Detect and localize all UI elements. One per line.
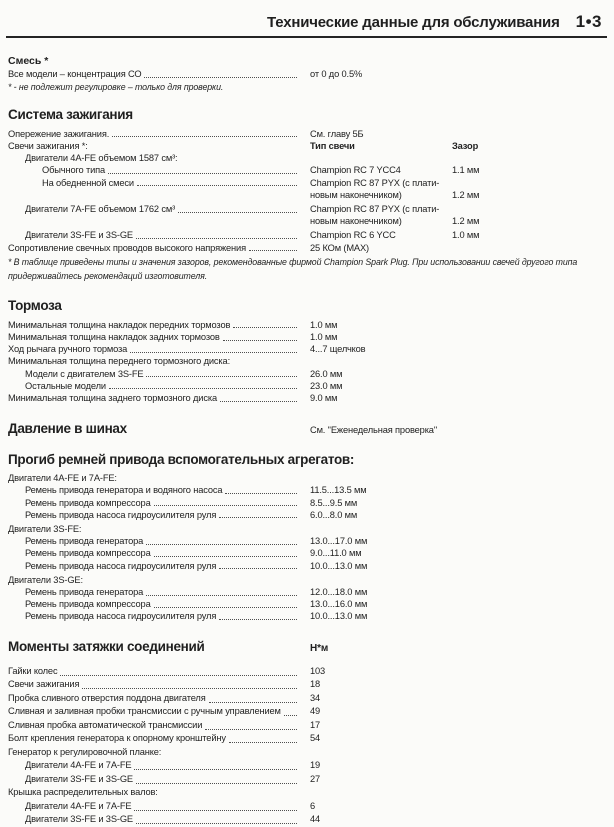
dot-leader <box>219 517 297 518</box>
spec-value: 18 <box>310 679 321 690</box>
spec-row <box>8 484 606 496</box>
spec-row <box>8 773 606 787</box>
group-label: Крышка распределительных валов: <box>8 787 158 798</box>
spec-value: 6 <box>310 800 316 811</box>
spec-value: 12.0...18.0 мм <box>310 586 368 597</box>
spec-label: Болт крепления генератора к опорному кронштейну <box>8 733 226 744</box>
dot-leader <box>60 675 297 676</box>
dot-leader <box>136 823 297 824</box>
spec-label: Свечи зажигания <box>8 679 80 690</box>
column-header-gap: Зазор <box>452 140 479 151</box>
spec-value: 10.0...13.0 мм <box>310 560 368 571</box>
spec-value: 11.5...13.5 мм <box>310 485 367 496</box>
footnote: * - не подлежит регулировке – только для проверки. <box>8 82 224 93</box>
dot-leader <box>219 619 297 620</box>
spec-row <box>8 203 606 227</box>
spec-label: Минимальная толщина заднего тормозного диска <box>8 392 217 403</box>
spec-value: 26.0 мм <box>310 368 343 379</box>
section-title: Прогиб ремней привода вспомогательных агрегатов: <box>8 452 355 468</box>
dot-leader <box>154 505 297 506</box>
section-tires <box>8 421 606 437</box>
dot-leader <box>82 688 297 689</box>
section-title: Давление в шинах <box>8 421 127 437</box>
spec-row <box>8 140 606 152</box>
spec-row <box>8 421 606 437</box>
spec-label: Все модели – концентрация СО <box>8 69 142 79</box>
spec-value: 9.0 мм <box>310 392 338 403</box>
plug-type: Champion RC 87 PYX (с плати- новым наконечником) <box>310 203 440 227</box>
plug-type: Champion RC 87 PYX (с плати- новым наконечником) <box>310 177 440 200</box>
spec-label: Минимальная толщина накладок передних тормозов <box>8 319 231 330</box>
spec-label: Модели с двигателем 3S-FE <box>25 368 144 379</box>
spec-value: 17 <box>310 719 321 730</box>
dot-leader <box>144 77 297 78</box>
spec-label: Двигатели 7A-FE объемом 1762 см³ <box>25 203 176 214</box>
section-title: Смесь * <box>8 55 49 67</box>
spec-value: 6.0...8.0 мм <box>310 509 358 520</box>
spec-value: 27 <box>310 773 321 784</box>
dot-leader <box>136 238 297 239</box>
spec-label: Двигатели 4A-FE и 7A-FE <box>25 800 132 811</box>
dot-leader <box>178 212 297 213</box>
header-rule <box>6 36 607 38</box>
spec-label: Минимальная толщина переднего тормозного диска: <box>8 356 231 367</box>
spec-row <box>8 535 606 547</box>
footnote: придерживайтесь рекомендаций изготовителя. <box>8 271 208 282</box>
spec-row <box>8 560 606 572</box>
spec-row <box>8 598 606 610</box>
spec-label: Ремень привода насоса гидроусилителя руля <box>25 560 217 571</box>
plug-gap: 1.2 мм <box>452 189 480 200</box>
section-brakes <box>8 298 606 404</box>
section-title: Система зажигания <box>8 106 133 122</box>
spec-row <box>8 610 606 622</box>
spec-row <box>8 355 606 367</box>
spec-value: 25 КОм (MAX) <box>310 242 369 253</box>
dot-leader <box>205 729 297 730</box>
section-torque <box>8 639 606 827</box>
page-header <box>0 0 614 32</box>
spec-label: Сопротивление свечных проводов высокого напряжения <box>8 242 246 253</box>
spec-label: Ход рычага ручного тормоза <box>8 344 128 355</box>
spec-row <box>8 732 606 746</box>
dot-leader <box>109 388 297 389</box>
engine-group-label: Двигатели 3S-FE: <box>8 523 82 534</box>
spec-label: На обедненной смеси <box>42 177 134 188</box>
spec-row <box>8 759 606 773</box>
spec-value: 1.0 мм <box>310 331 338 342</box>
spec-label: Сливная пробка автоматической трансмиссии <box>8 719 203 730</box>
spec-label: Двигатели 3S-FE и 3S-GE <box>25 230 133 241</box>
group-label: Генератор к регулировочной планке: <box>8 746 162 757</box>
spec-label: Гайки колес <box>8 665 58 676</box>
spec-label: Двигатели 4A-FE и 7A-FE <box>25 760 132 771</box>
spec-label: Ремень привода генератора <box>25 586 144 597</box>
spec-row <box>8 497 606 509</box>
spec-row <box>8 164 606 176</box>
engine-group-label: Двигатели 4A-FE и 7A-FE: <box>8 473 117 484</box>
section-belts <box>8 452 606 622</box>
spec-label: Двигатели 3S-FE и 3S-GE <box>25 773 133 784</box>
spec-row <box>8 547 606 559</box>
spec-label: Сливная и заливная пробки трансмиссии с ручным управлением <box>8 706 281 717</box>
spec-label: Двигатели 4A-FE объемом 1587 см³: <box>25 153 178 164</box>
spec-row <box>8 800 606 814</box>
spec-label: Минимальная толщина накладок задних тормозов <box>8 331 220 342</box>
plug-gap: 1.2 мм <box>452 216 480 227</box>
spec-row <box>8 128 606 140</box>
spec-row <box>8 639 606 655</box>
spec-label: Ремень привода насоса гидроусилителя руля <box>25 611 217 622</box>
section-mixture <box>8 55 606 94</box>
spec-row <box>8 68 606 80</box>
spec-value: 4...7 щелчков <box>310 344 366 355</box>
spec-row <box>8 380 606 392</box>
section-title: Тормоза <box>8 297 62 313</box>
spec-row <box>8 177 606 201</box>
section-ignition <box>8 107 606 283</box>
page-body <box>0 55 614 827</box>
dot-leader <box>229 742 297 743</box>
spec-value: 9.0...11.0 мм <box>310 548 362 559</box>
dot-leader <box>154 556 297 557</box>
dot-leader <box>219 568 297 569</box>
dot-leader <box>146 544 297 545</box>
dot-leader <box>284 715 297 716</box>
spec-row <box>8 692 606 706</box>
dot-leader <box>146 376 297 377</box>
spec-value: 23.0 мм <box>310 380 343 391</box>
spec-label: Свечи зажигания *: <box>8 140 88 151</box>
plug-type: Champion RC 6 YCC <box>310 230 396 241</box>
spec-row <box>8 343 606 355</box>
spec-row <box>8 705 606 719</box>
dot-leader <box>225 493 297 494</box>
spec-value: 103 <box>310 665 326 676</box>
spec-value: 8.5...9.5 мм <box>310 497 358 508</box>
spec-value: 49 <box>310 706 321 717</box>
spec-label: Обычного типа <box>42 165 106 176</box>
plug-gap: 1.1 мм <box>452 165 480 176</box>
spec-value: 1.0 мм <box>310 319 338 330</box>
dot-leader <box>233 327 297 328</box>
spec-label: Ремень привода компрессора <box>25 548 151 559</box>
spec-value: 54 <box>310 733 321 744</box>
spec-label: Ремень привода насоса гидроусилителя руля <box>25 509 217 520</box>
spec-row <box>8 152 606 164</box>
dot-leader <box>146 595 297 596</box>
spec-label: Остальные модели <box>25 380 106 391</box>
spec-row <box>8 586 606 598</box>
spec-value: 44 <box>310 814 321 825</box>
spec-row <box>8 392 606 404</box>
spec-label: Двигатели 3S-FE и 3S-GE <box>25 814 133 825</box>
dot-leader <box>223 340 297 341</box>
spec-row <box>8 331 606 343</box>
page-title: Технические данные для обслуживания <box>267 14 560 31</box>
spec-row <box>8 509 606 521</box>
spec-row <box>8 665 606 679</box>
spec-value: от 0 до 0.5% <box>310 69 363 79</box>
dot-leader <box>220 401 297 402</box>
spec-row <box>8 813 606 827</box>
plug-type: Champion RC 7 YCC4 <box>310 165 401 176</box>
spec-value: 10.0...13.0 мм <box>310 611 368 622</box>
dot-leader <box>209 702 297 703</box>
torque-unit: Н*м <box>310 642 329 654</box>
dot-leader <box>108 173 297 174</box>
dot-leader <box>134 769 297 770</box>
spec-label: Ремень привода генератора <box>25 536 144 547</box>
dot-leader <box>136 783 297 784</box>
spec-value: 13.0...16.0 мм <box>310 599 368 610</box>
spec-label: Пробка сливного отверстия поддона двигателя <box>8 692 206 703</box>
engine-group-label: Двигатели 3S-GE: <box>8 574 83 585</box>
spec-value: 34 <box>310 692 321 703</box>
spec-label: Ремень привода компрессора <box>25 599 151 610</box>
column-header-type: Тип свечи <box>310 140 355 151</box>
spec-value: См. "Еженедельная проверка" <box>310 425 437 436</box>
spec-row <box>8 719 606 733</box>
spec-value: 19 <box>310 760 321 771</box>
dot-leader <box>130 352 297 353</box>
spec-label: Ремень привода генератора и водяного насоса <box>25 485 223 496</box>
spec-row <box>8 319 606 331</box>
spec-row <box>8 229 606 241</box>
plug-gap: 1.0 мм <box>452 230 480 241</box>
dot-leader <box>137 185 297 186</box>
dot-leader <box>112 136 297 137</box>
dot-leader <box>249 250 297 251</box>
spec-label: Ремень привода компрессора <box>25 497 151 508</box>
page-number: 1•3 <box>575 12 602 31</box>
spec-label: Опережение зажигания. <box>8 128 110 139</box>
spec-value: См. главу 5Б <box>310 128 364 139</box>
dot-leader <box>154 607 297 608</box>
dot-leader <box>134 810 297 811</box>
spec-value: 13.0...17.0 мм <box>310 536 368 547</box>
spec-row <box>8 368 606 380</box>
spec-row <box>8 242 606 254</box>
footnote: * В таблице приведены типы и значения зазоров, рекомендованные фирмой Champion Spark Plug. При использовании свечей другого типа <box>8 256 578 267</box>
section-title: Моменты затяжки соединений <box>8 638 205 654</box>
spec-row <box>8 678 606 692</box>
